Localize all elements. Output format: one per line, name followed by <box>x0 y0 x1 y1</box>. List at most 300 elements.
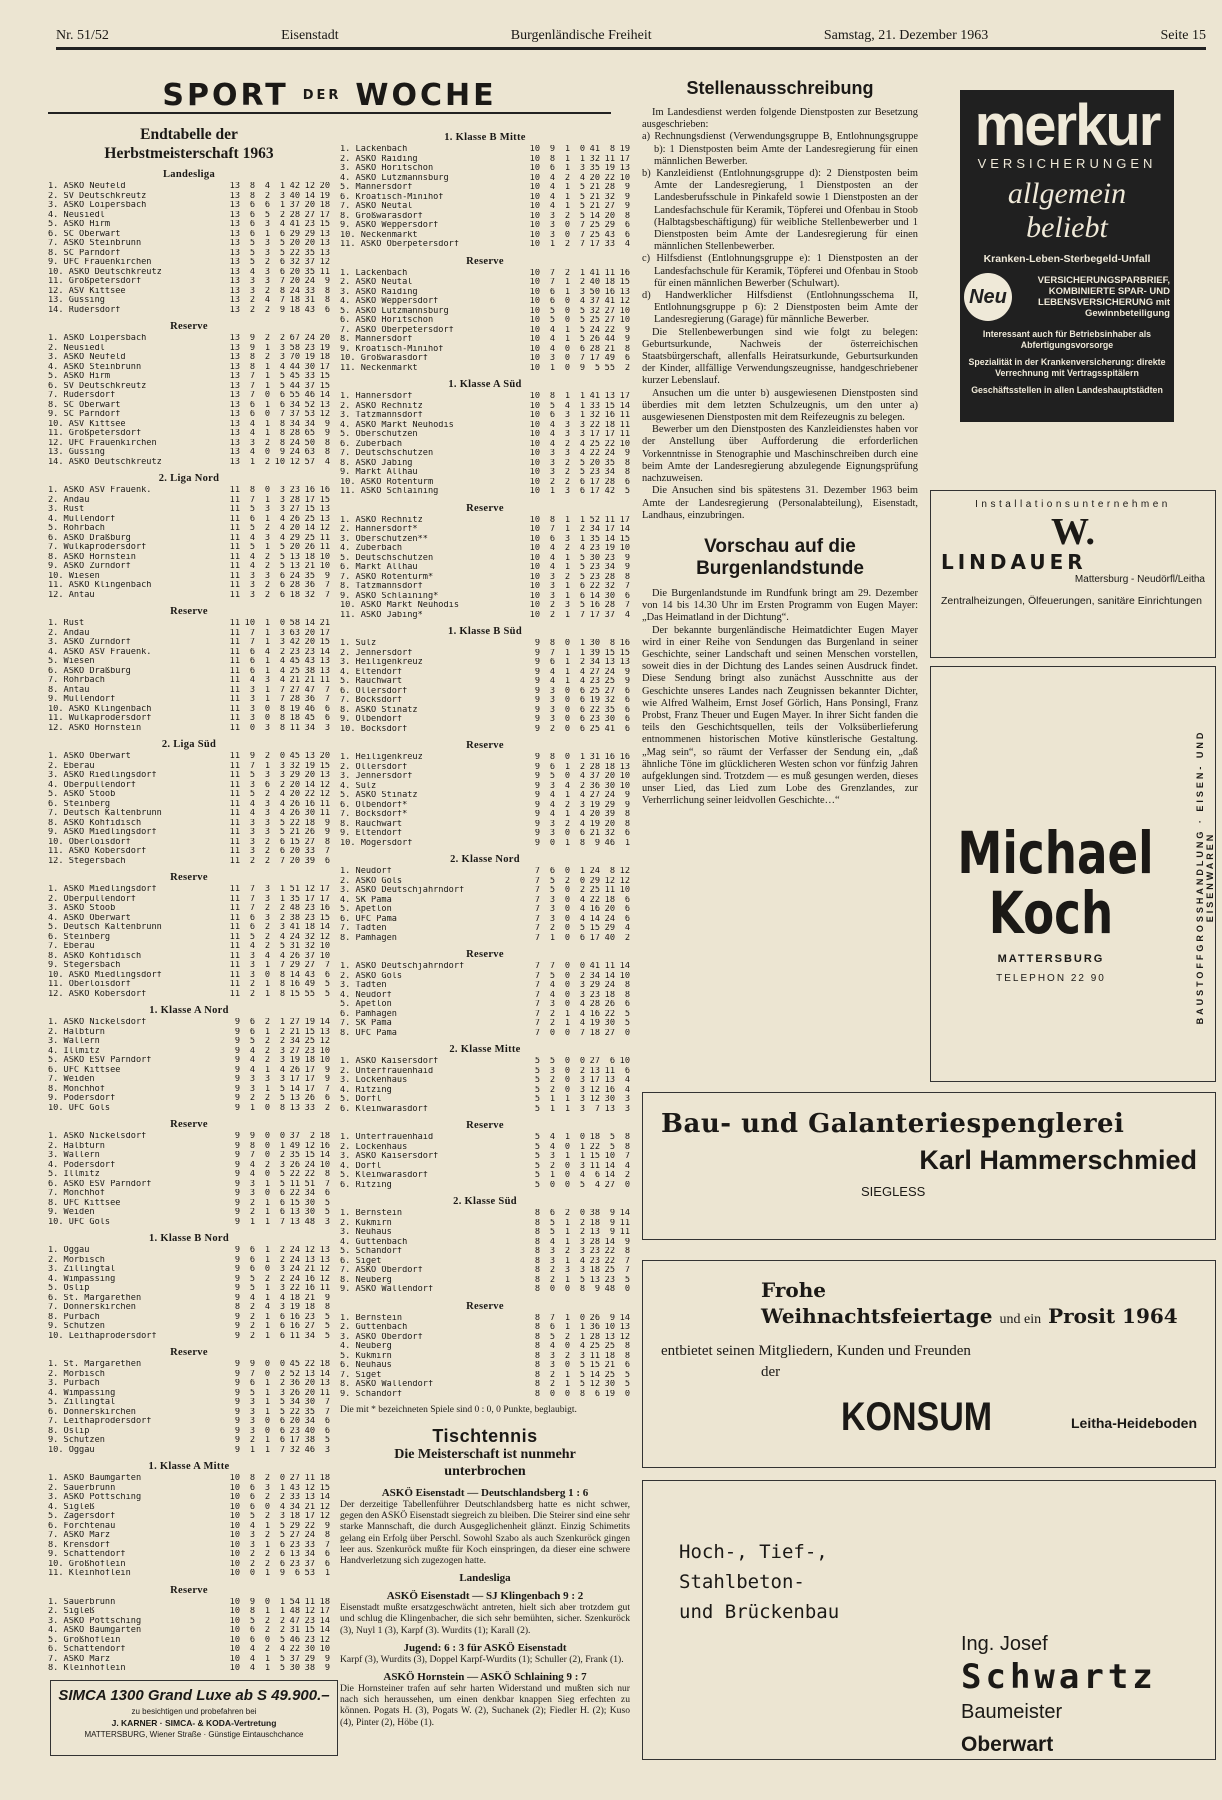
team-cell: 3. ASKÖ Pöttsching <box>48 1616 142 1626</box>
stat-cell: 9 <box>234 1198 240 1208</box>
stat-cell: 3 <box>549 829 555 838</box>
stat-cell: 20 <box>289 856 300 866</box>
stat-cell: 7 <box>579 221 585 230</box>
stat-cell: 25 <box>289 666 300 676</box>
stat-cell: 4 <box>579 667 585 677</box>
stat-cell: 55 <box>289 391 300 401</box>
stat-cell: 0 <box>264 1417 270 1427</box>
stat-cell: 1 <box>264 695 270 705</box>
team-cell: 9. Schützen <box>48 1322 105 1332</box>
stat-cell: 13 <box>289 1217 300 1227</box>
stat-cell: 0 <box>564 297 570 306</box>
stat-cell: 27 <box>289 1531 300 1541</box>
table-row <box>340 1247 630 1257</box>
stat-cell: 9 <box>234 1293 240 1303</box>
stat-cell: 8 <box>624 468 630 477</box>
stat-cell: 13 <box>304 1255 315 1265</box>
stat-cell: 1 <box>264 229 270 239</box>
stat-cell: 13 <box>229 296 240 306</box>
stat-cell: 28 <box>589 344 600 354</box>
stat-cell: 6 <box>324 856 330 866</box>
stat-cell: 0 <box>264 410 270 420</box>
stat-cell: 27 <box>604 686 615 696</box>
table-row <box>340 297 630 307</box>
stat-cell: 2 <box>264 1094 270 1104</box>
stat-cell: 34 <box>304 1550 315 1560</box>
stat-cell: 13 <box>319 229 330 239</box>
stat-cell: 20 <box>289 524 300 534</box>
stat-cell: 10 <box>319 562 330 572</box>
team-cell: 11. Wulkaprodersdorf <box>48 714 152 724</box>
article-paragraph: Die Ansuchen sind bis spätestens 31. Dezember 1963 beim Amte der Landesregierung (Personalabteilung), Eisenstadt, Landhaus, einzubringen. <box>642 485 918 521</box>
stat-cell: 8 <box>534 1256 540 1266</box>
table-row <box>48 1275 330 1285</box>
table-row <box>340 1000 630 1010</box>
stat-cell: 34 <box>604 563 615 572</box>
table-row <box>340 269 630 279</box>
stat-cell: 14 <box>289 1084 300 1094</box>
stat-cell: 7 <box>549 648 555 658</box>
lindauer-services: Zentralheizungen, Ölfeuerungen, sanitäre Einrichtungen <box>941 595 1202 607</box>
stat-cell: 5 <box>624 1380 630 1389</box>
stat-cell: 13 <box>289 1550 300 1560</box>
stat-cell: 10 <box>529 145 540 154</box>
stat-cell: 0 <box>564 354 570 363</box>
stat-cell: 9 <box>534 639 540 648</box>
koch-phone: TELEPHON 22 90 <box>996 973 1106 984</box>
stat-cell: 3 <box>579 1237 585 1247</box>
team-cell: 2. Lockenhaus <box>340 1142 408 1152</box>
stat-cell: 6 <box>249 1027 255 1037</box>
stat-cell: 3 <box>279 495 285 505</box>
stat-cell: 3 <box>249 438 255 448</box>
stat-cell: 3 <box>249 1084 255 1094</box>
table-row <box>340 1057 630 1067</box>
table-row <box>340 316 630 326</box>
table-row <box>48 942 330 952</box>
stat-cell: 33 <box>589 401 600 411</box>
stat-cell: 11 <box>619 1228 630 1237</box>
league-heading: Landesliga <box>459 1572 511 1585</box>
team-cell: 6. Kroatisch-Minihof <box>340 192 444 202</box>
league-heading: Landesliga <box>162 169 215 181</box>
stat-cell: 22 <box>289 1284 300 1294</box>
stat-cell: 11 <box>289 1331 300 1341</box>
stat-cell: 22 <box>289 1645 300 1655</box>
stat-cell: 4 <box>549 1237 555 1247</box>
table-row <box>48 1142 330 1152</box>
stat-cell: 43 <box>304 970 315 980</box>
stat-cell: 0 <box>564 363 570 373</box>
stat-cell: 15 <box>289 837 300 847</box>
table-row <box>48 1161 330 1171</box>
stat-cell: 2 <box>279 1255 285 1265</box>
league-heading: 1. Klasse B Mitte <box>444 132 526 143</box>
stat-cell: 33 <box>304 372 315 382</box>
stat-cell: 26 <box>304 543 315 553</box>
league-heading: 1. Klasse B Süd <box>448 626 522 637</box>
league-table <box>340 516 630 621</box>
stat-cell: 10 <box>529 563 540 572</box>
stat-cell: 23 <box>289 486 300 496</box>
stat-cell: 28 <box>604 572 615 582</box>
table-row <box>340 972 630 982</box>
stat-cell: 17 <box>289 1436 300 1446</box>
team-cell: 1. Oggau <box>48 1246 90 1256</box>
league-table <box>340 1057 630 1114</box>
stat-cell: 0 <box>579 145 585 154</box>
team-cell: 2. Andau <box>48 628 90 638</box>
team-cell: 9. Schützen <box>48 1436 105 1446</box>
simca-dealer: J. KARNER · SIMCA- & KODA-Vertretung <box>111 1718 277 1728</box>
stat-cell: 15 <box>619 648 630 658</box>
stat-cell: 5 <box>579 572 585 582</box>
team-cell: 5. Mannersdorf <box>340 183 413 192</box>
stat-cell: 15 <box>589 1152 600 1161</box>
stat-cell: 23 <box>289 1540 300 1550</box>
stat-cell: 3 <box>249 695 255 705</box>
stat-cell: 1 <box>264 1540 270 1550</box>
table-row <box>340 725 630 735</box>
stat-cell: 8 <box>579 838 585 848</box>
stat-cell: 24 <box>304 1160 315 1170</box>
stat-cell: 25 <box>589 1342 600 1351</box>
table-row <box>340 516 630 526</box>
stat-cell: 8 <box>279 438 285 448</box>
stat-cell: 3 <box>264 771 270 781</box>
stat-cell: 7 <box>534 876 540 886</box>
stat-cell: 35 <box>304 571 315 581</box>
stat-cell: 2 <box>264 790 270 800</box>
stat-cell: 3 <box>249 1417 255 1427</box>
team-cell: 10. Großhöflein <box>48 1559 126 1569</box>
stat-cell: 25 <box>589 686 600 696</box>
stat-cell: 7 <box>249 885 255 895</box>
stat-cell: 19 <box>289 704 300 714</box>
stat-cell: 19 <box>619 145 630 154</box>
stat-cell: 0 <box>549 1028 555 1038</box>
stat-cell: 9 <box>324 1654 330 1664</box>
stat-cell: 9 <box>234 1360 240 1370</box>
stat-cell: 6 <box>324 305 330 315</box>
stat-cell: 16 <box>604 411 615 420</box>
stat-cell: 7 <box>249 761 255 771</box>
stat-cell: 10 <box>529 439 540 449</box>
stat-cell: 5 <box>249 1616 255 1626</box>
stat-cell: 6 <box>279 1331 285 1341</box>
stat-cell: 3 <box>264 1075 270 1085</box>
stat-cell: 24 <box>289 1255 300 1265</box>
stat-cell: 10 <box>229 1569 240 1579</box>
stat-cell: 8 <box>249 353 255 363</box>
stat-cell: 25 <box>589 886 600 895</box>
team-cell: 9. ASKÖ Miedlingsdorf <box>48 828 157 838</box>
stat-cell: 2 <box>249 1094 255 1104</box>
stat-cell: 2 <box>579 971 585 981</box>
table-row <box>48 1265 330 1275</box>
stat-cell: 17 <box>604 430 615 439</box>
stat-cell: 7 <box>534 1028 540 1038</box>
stat-cell: 7 <box>534 1000 540 1009</box>
stat-cell: 20 <box>319 752 330 762</box>
stat-cell: 12 <box>619 867 630 876</box>
table-row <box>48 1645 330 1655</box>
stat-cell: 33 <box>604 240 615 249</box>
stat-cell: 29 <box>604 924 615 933</box>
stat-cell: 11 <box>229 666 240 676</box>
stat-cell: 5 <box>249 543 255 553</box>
stat-cell: 14 <box>319 1369 330 1379</box>
stat-cell: 7 <box>279 296 285 306</box>
team-cell: 8. Großwarasdorf <box>340 211 423 221</box>
stat-cell: 12 <box>319 780 330 790</box>
stat-cell: 2 <box>309 1132 315 1142</box>
league-heading: 2. Liga Süd <box>161 739 217 751</box>
stat-cell: 35 <box>589 164 600 173</box>
stat-cell: 9 <box>234 1274 240 1284</box>
stat-cell: 2 <box>549 1076 555 1085</box>
stat-cell: 1 <box>249 1103 255 1113</box>
stat-cell: 9 <box>534 705 540 715</box>
stat-cell: 3 <box>579 164 585 173</box>
stat-cell: 7 <box>534 990 540 1000</box>
stat-cell: 8 <box>534 1370 540 1380</box>
stat-cell: 7 <box>549 1313 555 1323</box>
stat-cell: 27 <box>589 1057 600 1066</box>
stat-cell: 8 <box>534 1351 540 1361</box>
stat-cell: 4 <box>249 1170 255 1180</box>
stat-cell: 6 <box>624 1000 630 1009</box>
team-cell: 1. Lackenbach <box>340 145 408 154</box>
stat-cell: 11 <box>319 267 330 277</box>
table-row <box>340 1238 630 1248</box>
team-cell: 11. ASKÖ Oberpetersdorf <box>340 240 459 249</box>
stat-cell: 0 <box>564 230 570 240</box>
stat-cell: 24 <box>604 667 615 677</box>
team-cell: 9. Schandorf <box>340 1389 403 1399</box>
stat-cell: 6 <box>249 514 255 524</box>
stat-cell: 8 <box>324 1170 330 1180</box>
team-cell: 10. Großwarasdorf <box>340 354 428 363</box>
stat-cell: 26 <box>304 828 315 838</box>
stat-cell: 33 <box>289 1493 300 1503</box>
table-row <box>340 307 630 317</box>
stat-cell: 8 <box>624 1342 630 1351</box>
stat-cell: 5 <box>324 1312 330 1322</box>
team-cell: 5. Rohrbach <box>48 524 105 534</box>
stat-cell: 2 <box>249 1303 255 1313</box>
stat-cell: 37 <box>304 1559 315 1569</box>
team-cell: 4. ASKÖ Lutzmannsburg <box>340 173 449 183</box>
stat-cell: 3 <box>264 799 270 809</box>
stat-cell: 4 <box>279 1502 285 1512</box>
stat-cell: 20 <box>289 239 300 249</box>
team-cell: 1. ASKÖ Neufeld <box>48 182 126 192</box>
team-cell: 3. Rust <box>48 505 85 515</box>
team-cell: 6. ASKÖ ESV Parndorf <box>48 1179 152 1189</box>
table-row <box>48 1303 330 1313</box>
table-row <box>48 562 330 572</box>
stat-cell: 1 <box>264 638 270 648</box>
table-row <box>340 924 630 934</box>
stat-cell: 3 <box>249 685 255 695</box>
stat-cell: 6 <box>249 666 255 676</box>
stat-cell: 2 <box>549 1266 555 1275</box>
stat-cell: 5 <box>549 1228 555 1237</box>
league-heading: Reserve <box>170 1119 208 1131</box>
table-row <box>48 1474 330 1484</box>
stat-cell: 15 <box>319 761 330 771</box>
stat-cell: 32 <box>289 258 300 268</box>
league-table <box>48 486 330 600</box>
table-row <box>340 554 630 564</box>
stat-cell: 9 <box>234 1379 240 1389</box>
stat-cell: 18 <box>289 1512 300 1522</box>
stat-cell: 2 <box>279 1379 285 1389</box>
stat-cell: 3 <box>549 591 555 601</box>
stat-cell: 1 <box>279 1597 285 1607</box>
stat-cell: 10 <box>529 221 540 230</box>
stat-cell: 8 <box>279 723 285 733</box>
stat-cell: 1 <box>579 1142 585 1152</box>
stat-cell: 58 <box>289 619 300 629</box>
stat-cell: 9 <box>324 429 330 439</box>
stat-cell: 13 <box>229 419 240 429</box>
stat-cell: 1 <box>264 657 270 667</box>
stat-cell: 10 <box>529 154 540 164</box>
stat-cell: 10 <box>529 534 540 544</box>
stat-cell: 20 <box>589 173 600 183</box>
stat-cell: 4 <box>624 240 630 249</box>
stat-cell: 1 <box>564 1152 570 1161</box>
stat-cell: 53 <box>304 1569 315 1579</box>
table-row <box>340 763 630 773</box>
stat-cell: 7 <box>324 1398 330 1408</box>
stat-cell: 8 <box>549 639 555 648</box>
stat-cell: 1 <box>264 761 270 771</box>
stat-cell: 4 <box>624 1085 630 1095</box>
stat-cell: 31 <box>589 753 600 762</box>
stat-cell: 2 <box>564 458 570 468</box>
stat-cell: 8 <box>279 989 285 999</box>
team-cell: 2. SV Deutschkreutz <box>48 191 147 201</box>
hammerschmied-place: SIEGLESS <box>861 1184 926 1199</box>
stat-cell: 24 <box>604 791 615 800</box>
stat-cell: 1 <box>264 685 270 695</box>
stat-cell: 18 <box>289 1293 300 1303</box>
stat-cell: 10 <box>529 316 540 325</box>
table-row <box>48 1503 330 1513</box>
stat-cell: 13 <box>319 1246 330 1256</box>
stat-cell: 5 <box>279 1084 285 1094</box>
stat-cell: 32 <box>289 1445 300 1455</box>
stat-cell: 8 <box>324 286 330 296</box>
stat-cell: 0 <box>564 316 570 325</box>
stat-cell: 3 <box>579 430 585 439</box>
stat-cell: 13 <box>604 658 615 667</box>
table-row <box>340 1076 630 1086</box>
stat-cell: 1 <box>264 343 270 353</box>
job-item: a) Rechnungsdienst (Verwendungsgruppe B, Entlohnungsgruppe b): 1 Dienstposten beim Amte der Landesregierung für einen männlichen Bewerber. <box>642 131 918 167</box>
stat-cell: 0 <box>564 753 570 762</box>
stat-cell: 5 <box>279 1094 285 1104</box>
table-row <box>340 1219 630 1229</box>
stat-cell: 11 <box>229 980 240 990</box>
stat-cell: 0 <box>564 981 570 990</box>
stat-cell: 1 <box>324 1569 330 1579</box>
stat-cell: 9 <box>234 1075 240 1085</box>
stat-cell: 18 <box>304 1303 315 1313</box>
stat-cell: 33 <box>304 1540 315 1550</box>
team-cell: 6. Steinberg <box>48 932 111 942</box>
stat-cell: 5 <box>279 372 285 382</box>
table-row <box>48 448 330 458</box>
stat-cell: 1 <box>264 1217 270 1227</box>
stat-cell: 8 <box>234 1303 240 1313</box>
stat-cell: 9 <box>234 1160 240 1170</box>
team-cell: 10. Neckenmarkt <box>340 230 418 240</box>
team-cell: 12. ASKÖ Hornstein <box>48 723 142 733</box>
stat-cell: 0 <box>564 1161 570 1171</box>
stat-cell: 2 <box>549 1009 555 1019</box>
stat-cell: 5 <box>579 202 585 211</box>
stat-cell: 2 <box>564 240 570 249</box>
stat-cell: 7 <box>249 904 255 914</box>
vorschau-title-line1: Vorschau auf die <box>704 535 856 557</box>
stat-cell: 7 <box>534 924 540 933</box>
stat-cell: 21 <box>589 183 600 192</box>
stat-cell: 7 <box>324 961 330 971</box>
stat-cell: 0 <box>624 1389 630 1399</box>
match-report: Karpf (3), Wurdits (3), Doppel Karpf-Wurdits (1); Schuller (2), Frank (1). <box>340 1653 624 1665</box>
stat-cell: 1 <box>264 1312 270 1322</box>
stat-cell: 5 <box>249 932 255 942</box>
stat-cell: 6 <box>579 715 585 724</box>
stat-cell: 8 <box>534 1237 540 1247</box>
stat-cell: 8 <box>534 1380 540 1389</box>
stat-cell: 9 <box>249 1597 255 1607</box>
stat-cell: 0 <box>564 933 570 943</box>
stat-cell: 8 <box>534 1313 540 1323</box>
stat-cell: 3 <box>564 487 570 496</box>
team-cell: 7. Wulkaprodersdorf <box>48 543 147 553</box>
tischtennis-title: Tischtennis <box>432 1426 538 1447</box>
stat-cell: 10 <box>529 240 540 249</box>
stat-cell: 55 <box>604 363 615 373</box>
stat-cell: 3 <box>279 923 285 933</box>
stat-cell: 11 <box>229 761 240 771</box>
stat-cell: 16 <box>589 1009 600 1019</box>
team-cell: 1. ASKÖ Deutschjahrndorf <box>340 962 465 971</box>
stat-cell: 6 <box>249 1265 255 1275</box>
stat-cell: 10 <box>529 458 540 468</box>
koch-first-name: Michael <box>957 819 1154 887</box>
stat-cell: 2 <box>279 1246 285 1256</box>
stat-cell: 15 <box>319 1483 330 1493</box>
stat-cell: 45 <box>289 372 300 382</box>
team-cell: 10. ASKÖ Miedlingsdorf <box>48 970 162 980</box>
stat-cell: 16 <box>589 601 600 610</box>
stat-cell: 3 <box>249 1426 255 1436</box>
stat-cell: 6 <box>324 1094 330 1104</box>
stat-cell: 26 <box>289 1160 300 1170</box>
stat-cell: 7 <box>324 1084 330 1094</box>
stat-cell: 6 <box>249 210 255 220</box>
table-row <box>48 201 330 211</box>
table-row <box>340 1019 630 1029</box>
stat-cell: 11 <box>229 752 240 762</box>
stat-cell: 13 <box>619 287 630 297</box>
